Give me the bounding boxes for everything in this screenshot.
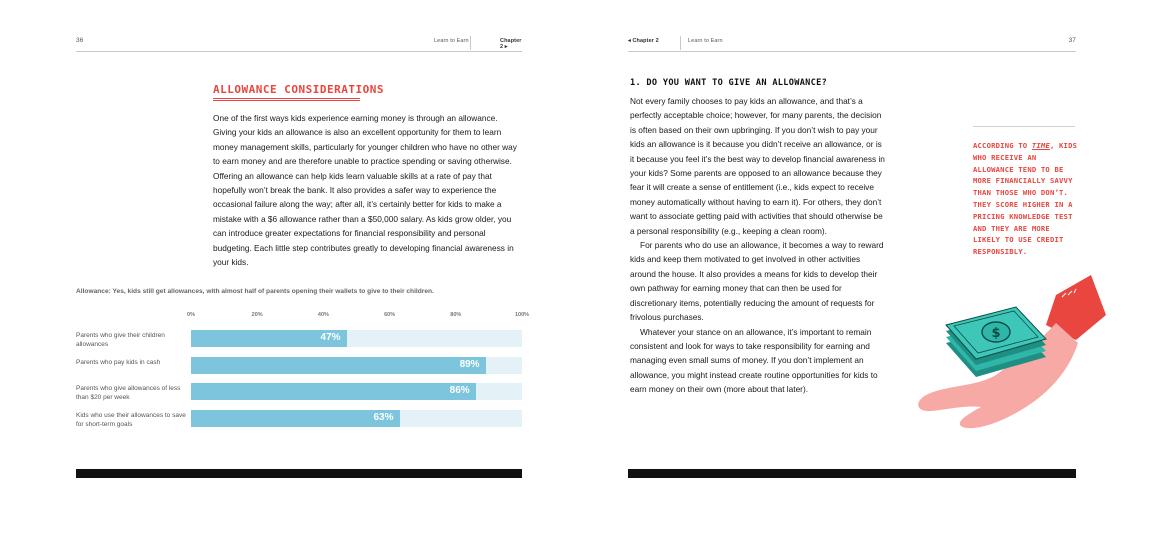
bar-track [191,410,522,427]
bar [191,330,347,347]
bar-track [191,330,522,347]
bar-row [76,410,524,430]
paragraph: For parents who do use an allowance, it becomes a way to reward kids and keep them motivated to get involved in other activities around the house. It also provides a means for kids to develop their own pathway for earning money that can then be used for discretionary items, potentially reducing the amount of requests for frivolous purchases. [630,240,884,323]
bar-row [76,383,524,403]
bar [191,410,400,427]
section-title: ALLOWANCE CONSIDERATIONS [213,83,384,96]
header-divider [470,36,471,50]
bar [191,357,486,374]
paragraph: Whatever your stance on an allowance, it’s important to remain consistent and look for ways to take responsibility for earning and managing even small sums of money. If you don’t implement an allowance, you might instead create routine opportunities for kids to earn money on their own (more about that later). [630,326,878,395]
svg-text:$: $ [991,326,1001,341]
x-tick-label: 80% [450,312,462,318]
running-header [76,34,522,52]
header-chapter: ◂ Chapter 2 [628,38,659,44]
category-label: Parents who pay kids in cash [76,359,161,366]
bar-row [76,330,524,350]
category-label: Parents who give their children allowances [76,332,165,348]
right-page [576,0,1152,540]
x-tick-label: 60% [384,312,396,318]
bar [191,383,476,400]
header-section: Learn to Earn [434,38,469,44]
quote-text: , KIDS WHO RECEIVE AN ALLOWANCE TEND TO BE MORE FINANCIALLY SAVVY THAN THOSE WHO DON’T. THEY SCORE HIGHER IN A PRICING KNOWLEDGE TEST AND THEY ARE MORE LIKELY TO USE CREDIT RESPONSIBLY. [973,141,1078,257]
quote-prefix: ACCORDING TO [973,141,1032,150]
title-underline [213,100,360,101]
page-number: 37 [1068,37,1076,44]
x-tick-label: 100% [514,312,530,318]
sidebar-quote [973,140,1081,258]
page-number: 36 [76,37,84,44]
paragraph: Not every family chooses to pay kids an allowance, and that’s a perfectly acceptable choice; however, for many parents, the decision is often based on their own upbringing. If you don’t wish to pay your kids an allowance is it because you didn’t receive an allowance, or is it because you feel it’s the best way to develop financial awareness in your kids? Some parents are opposed to an allowance because they fear it will create a sense of entitlement (i.e., kids expect to receive money automatically without having to earn it). For others, they don’t want to associate getting paid with activities that should otherwise be a personal responsibility (e.g., keeping a clean room). [630,96,885,236]
body-paragraph: One of the first ways kids experience earning money is through an allowance. Giving your kids an allowance is also an excellent opportunity for them to learn money management skills, particularly for younger children who have no other way to earn money and are therefore unable to practice spending or saving otherwise. Offering an allowance can help kids learn valuable skills at a rate of pay that hopefully won’t break the bank. It also provides a safer way to experience the occasional failure along the way; after all, it’s certainly better for kids to make a mistake with a $6 allowance rather than a $50,000 salary. As kids grow older, you can introduce greater expectations for financial responsibility and personal budgeting. Each little step contributes greatly to developing financial awareness in your kids. [213,113,517,268]
x-tick-label: 40% [317,312,329,318]
footer-rule [628,469,1076,478]
x-tick-label: 20% [251,312,263,318]
category-label: Kids who use their allowances to save for short-term goals [76,412,186,428]
bar-value-label: 63% [373,412,394,423]
bar-value-label: 89% [459,359,480,370]
header-chapter: Chapter 2 ▸ [500,38,522,50]
bar-value-label: 86% [449,385,470,396]
bar-value-label: 47% [320,332,341,343]
running-header [628,34,1076,52]
title-underline [213,98,360,99]
header-section: Learn to Earn [688,38,723,44]
header-divider [680,36,681,50]
question-title: 1. DO YOU WANT TO GIVE AN ALLOWANCE? [630,78,828,88]
quote-source: TIME [1031,141,1050,150]
bar-row [76,357,524,377]
chart-caption: Allowance: Yes, kids still get allowances, with almost half of parents opening their wallets to give to their children. [76,288,434,295]
bar-track [191,357,522,374]
bar-track [191,383,522,400]
hand-with-money-illustration [906,265,1106,465]
category-label: Parents who give allowances of less than $20 per week [76,385,181,401]
body-text [630,94,888,397]
x-tick-label: 0% [187,312,195,318]
allowance-bar-chart [76,312,530,436]
sidebar-rule [973,126,1075,127]
footer-rule [76,469,522,478]
